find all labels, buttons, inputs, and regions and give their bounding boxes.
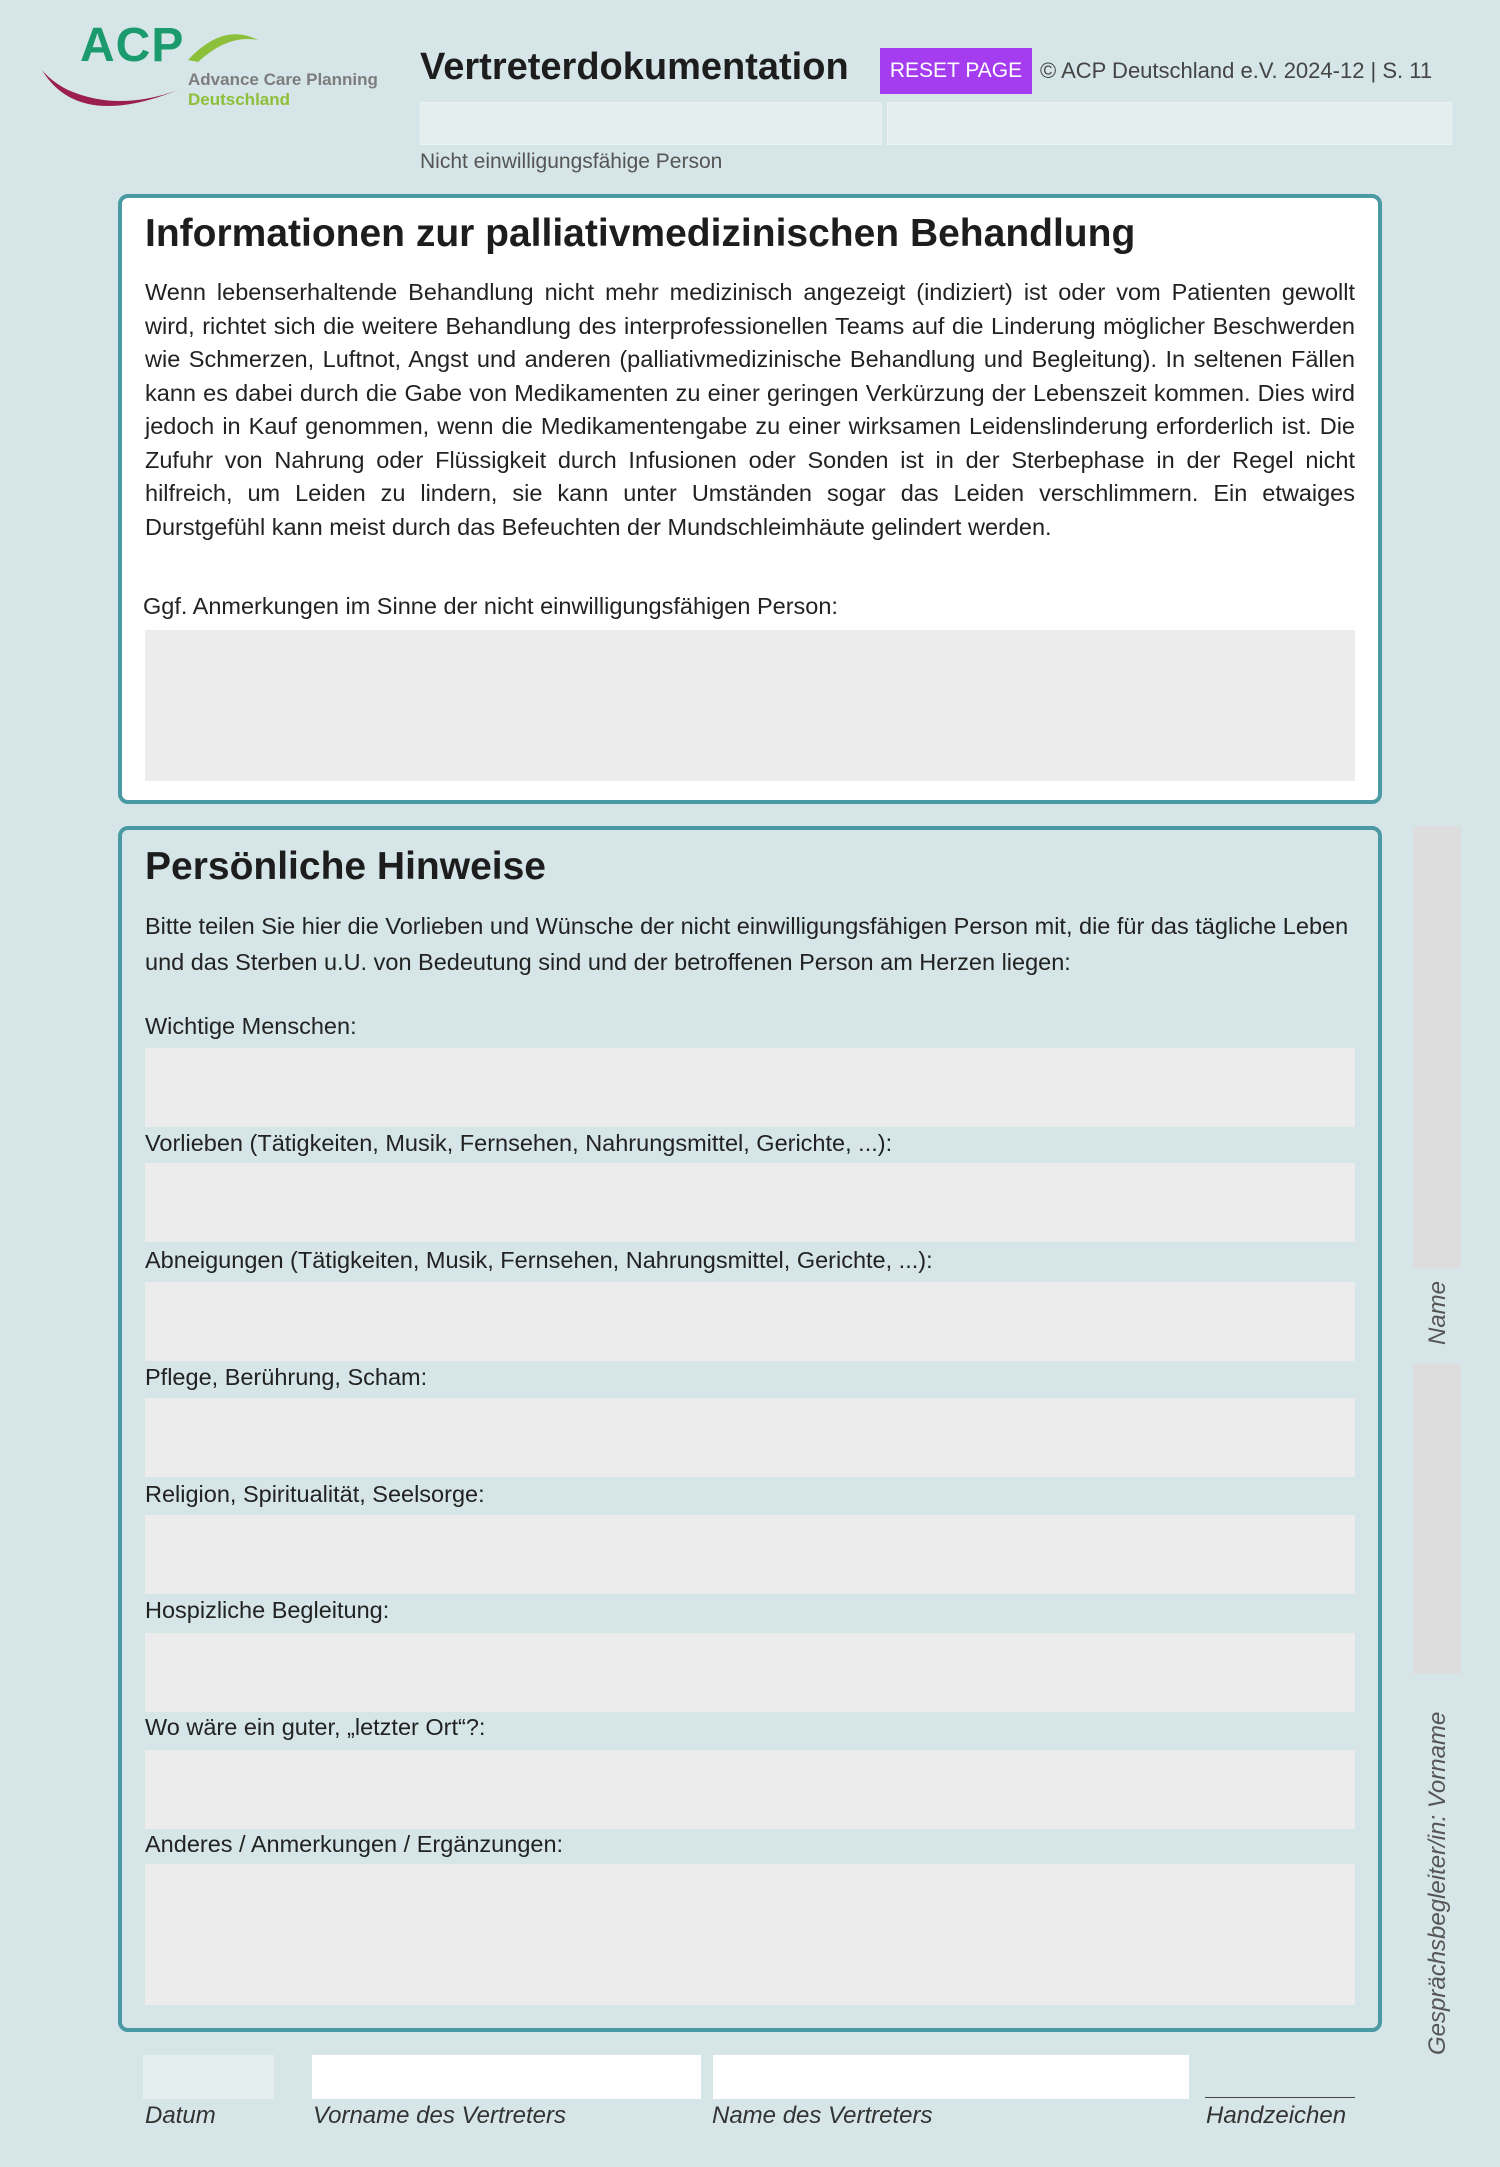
logo-line1: Advance Care Planning xyxy=(188,70,378,89)
representative-firstname-label: Vorname des Vertreters xyxy=(313,2102,566,2129)
person-name-field[interactable] xyxy=(420,102,882,145)
label-last-place: Wo wäre ein guter, „letzter Ort“?: xyxy=(145,1714,486,1740)
label-hospice: Hospizliche Begleitung: xyxy=(145,1597,390,1623)
field-preferences[interactable] xyxy=(145,1163,1355,1242)
section-title-palliative: Informationen zur palliativmedizinischen Behandlung xyxy=(145,212,1136,255)
field-last-place[interactable] xyxy=(145,1750,1355,1829)
copyright-text: © ACP Deutschland e.V. 2024-12 | S. 11 xyxy=(1040,58,1433,83)
field-care[interactable] xyxy=(145,1398,1355,1477)
representative-name-label: Name des Vertreters xyxy=(712,2102,933,2129)
notes-field[interactable] xyxy=(145,630,1355,781)
label-dislikes: Abneigungen (Tätigkeiten, Musik, Fernsehen, Nahrungsmittel, Gerichte, ...): xyxy=(145,1247,933,1273)
date-label: Datum xyxy=(145,2102,216,2129)
label-care: Pflege, Berührung, Scham: xyxy=(145,1364,428,1390)
field-religion[interactable] xyxy=(145,1515,1355,1594)
field-important-people[interactable] xyxy=(145,1048,1355,1127)
document-title: Vertreterdokumentation xyxy=(420,46,849,88)
initials-label: Handzeichen xyxy=(1206,2102,1347,2129)
label-preferences: Vorlieben (Tätigkeiten, Musik, Fernsehen, Nahrungsmittel, Gerichte, ...): xyxy=(145,1130,893,1156)
person-firstname-field[interactable] xyxy=(887,102,1452,145)
label-important-people: Wichtige Menschen: xyxy=(145,1013,357,1039)
logo-acp-text: ACP xyxy=(80,19,185,72)
companion-firstname-field[interactable] xyxy=(1413,1364,1461,1674)
field-dislikes[interactable] xyxy=(145,1282,1355,1361)
logo-line2: Deutschland xyxy=(188,90,291,109)
person-label: Nicht einwilligungsfähige Person xyxy=(420,150,723,173)
companion-name-label: Name xyxy=(1424,1280,1451,1345)
field-other[interactable] xyxy=(145,1864,1355,2005)
notes-label: Ggf. Anmerkungen im Sinne der nicht einwilligungsfähigen Person: xyxy=(143,593,838,619)
personal-notes-intro: Bitte teilen Sie hier die Vorlieben und Wünsche der nicht einwilligungsfähigen Person mit, die für das tägliche Leben und das Sterben u.U. von Bedeutung sind und der betroffenen Person am Herzen liegen: xyxy=(145,913,1349,975)
section-title-personal: Persönliche Hinweise xyxy=(145,845,546,888)
representative-firstname-field[interactable] xyxy=(312,2055,701,2099)
label-other: Anderes / Anmerkungen / Ergänzungen: xyxy=(145,1831,564,1857)
date-field[interactable] xyxy=(143,2055,274,2099)
representative-name-field[interactable] xyxy=(713,2055,1189,2099)
reset-page-button[interactable]: RESET PAGE xyxy=(880,48,1032,94)
label-religion: Religion, Spiritualität, Seelsorge: xyxy=(145,1481,485,1507)
companion-name-field[interactable] xyxy=(1413,826,1461,1268)
field-hospice[interactable] xyxy=(145,1633,1355,1712)
companion-firstname-label: Gesprächsbegleiter/in: Vorname xyxy=(1424,1711,1451,2055)
initials-line xyxy=(1205,2097,1355,2098)
palliative-info-text: Wenn lebenserhaltende Behandlung nicht mehr medizinisch angezeigt (indiziert) ist oder vom Patienten gewollt wird, richtet sich die weitere Behandlung des interprofessionellen Teams auf die Linderung möglicher Beschwerden wie Schmerzen, Luftnot, Angst und anderen (palliativmedizinische Behandlung und Begleitung). In seltenen Fällen kann es dabei durch die Gabe von Medikamenten zu einer geringen Verkürzung der Lebenszeit kommen. Dies wird jedoch in Kauf genommen, wenn die Medikamentengabe zu einer wirksamen Leidenslinderung erforderlich ist. Die Zufuhr von Nahrung oder Flüssigkeit durch Infusionen oder Sonden ist in der Sterbephase in der Regel nicht hilfreich, um Leiden zu lindern, sie kann unter Umständen sogar das Leiden verschlimmern. Ein etwaiges Durstgefühl kann meist durch das Befeuchten der Mundschleimhäute gelindert werden. xyxy=(145,279,1355,540)
